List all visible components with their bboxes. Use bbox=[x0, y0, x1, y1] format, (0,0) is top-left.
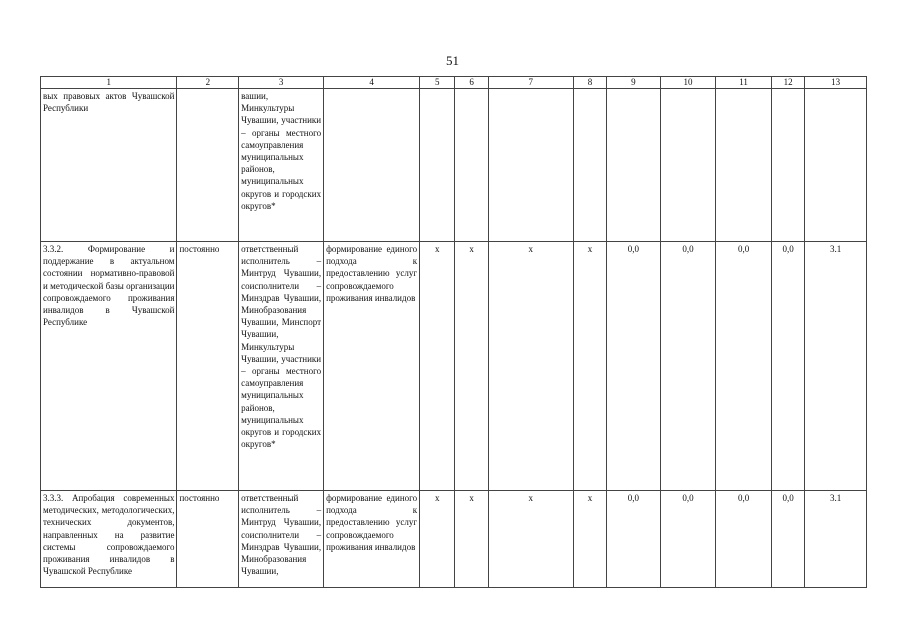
table-cell bbox=[607, 89, 661, 242]
table-cell bbox=[805, 89, 867, 242]
column-number: 3 bbox=[239, 77, 324, 89]
executor-cell: ответственный исполнитель – Минтруд Чувашии, соисполнители – Минздрав Чувашии, Минобразования Чувашии, Минспорт Чувашии, Минкультуры Чувашии, участники – органы местного самоуправления муниципальных районов, муниципальных округов и городских округов* bbox=[239, 242, 324, 491]
table-cell bbox=[716, 89, 772, 242]
result-cell: формирование единого подхода к предоставлению услуг сопровождаемого проживания инвалидов bbox=[324, 491, 420, 588]
funding-cell: 0,0 bbox=[607, 242, 661, 491]
column-number: 5 bbox=[420, 77, 455, 89]
table-row bbox=[41, 242, 867, 491]
measure-name-cell: вых правовых актов Чувашской Республики bbox=[41, 89, 177, 242]
table-cell: х bbox=[455, 491, 488, 588]
table-row bbox=[41, 89, 867, 242]
result-cell: формирование единого подхода к предоставлению услуг сопровождаемого проживания инвалидов bbox=[324, 242, 420, 491]
table-cell bbox=[771, 89, 804, 242]
table-row bbox=[41, 491, 867, 588]
executor-cell: ответственный исполнитель – Минтруд Чувашии, соисполнители – Минздрав Чувашии, Минобразования Чувашии, bbox=[239, 491, 324, 588]
page-number: 51 bbox=[446, 53, 459, 68]
funding-cell: 0,0 bbox=[771, 491, 804, 588]
indicator-cell: 3.1 bbox=[805, 242, 867, 491]
term-cell bbox=[177, 89, 239, 242]
column-number: 2 bbox=[177, 77, 239, 89]
program-measures-table bbox=[40, 76, 867, 588]
table-cell: х bbox=[488, 242, 573, 491]
term-cell: постоянно bbox=[177, 491, 239, 588]
table-cell: х bbox=[455, 242, 488, 491]
column-number: 9 bbox=[607, 77, 661, 89]
column-number: 13 bbox=[805, 77, 867, 89]
column-number: 8 bbox=[573, 77, 606, 89]
column-number-row bbox=[41, 77, 867, 89]
funding-cell: 0,0 bbox=[716, 242, 772, 491]
column-number: 1 bbox=[41, 77, 177, 89]
column-number: 6 bbox=[455, 77, 488, 89]
funding-cell: 0,0 bbox=[660, 242, 716, 491]
indicator-cell: 3.1 bbox=[805, 491, 867, 588]
result-cell bbox=[324, 89, 420, 242]
table-cell bbox=[420, 89, 455, 242]
column-number: 4 bbox=[324, 77, 420, 89]
executor-cell: вашии, Минкультуры Чувашии, участники – органы местного самоуправления муниципальных районов, муниципальных округов и городских округов* bbox=[239, 89, 324, 242]
funding-cell: 0,0 bbox=[607, 491, 661, 588]
column-number: 10 bbox=[660, 77, 716, 89]
measure-name-cell: 3.3.2. Формирование и поддержание в актуальном состоянии нормативно-правовой и методической базы организации сопровождаемого проживания инвалидов в Чувашской Республике bbox=[41, 242, 177, 491]
measure-name-cell: 3.3.3. Апробация современных методических, методологических, технических документов, направленных на развитие системы сопровождаемого проживания инвалидов в Чувашской Республике bbox=[41, 491, 177, 588]
column-number: 11 bbox=[716, 77, 772, 89]
funding-cell: 0,0 bbox=[716, 491, 772, 588]
column-number: 12 bbox=[771, 77, 804, 89]
table-cell bbox=[573, 89, 606, 242]
table-cell: х bbox=[573, 491, 606, 588]
table-cell: х bbox=[420, 242, 455, 491]
table-cell: х bbox=[420, 491, 455, 588]
table-cell bbox=[488, 89, 573, 242]
term-cell: постоянно bbox=[177, 242, 239, 491]
table-cell bbox=[660, 89, 716, 242]
table-cell: х bbox=[573, 242, 606, 491]
funding-cell: 0,0 bbox=[771, 242, 804, 491]
table-cell bbox=[455, 89, 488, 242]
column-number: 7 bbox=[488, 77, 573, 89]
funding-cell: 0,0 bbox=[660, 491, 716, 588]
table-cell: х bbox=[488, 491, 573, 588]
